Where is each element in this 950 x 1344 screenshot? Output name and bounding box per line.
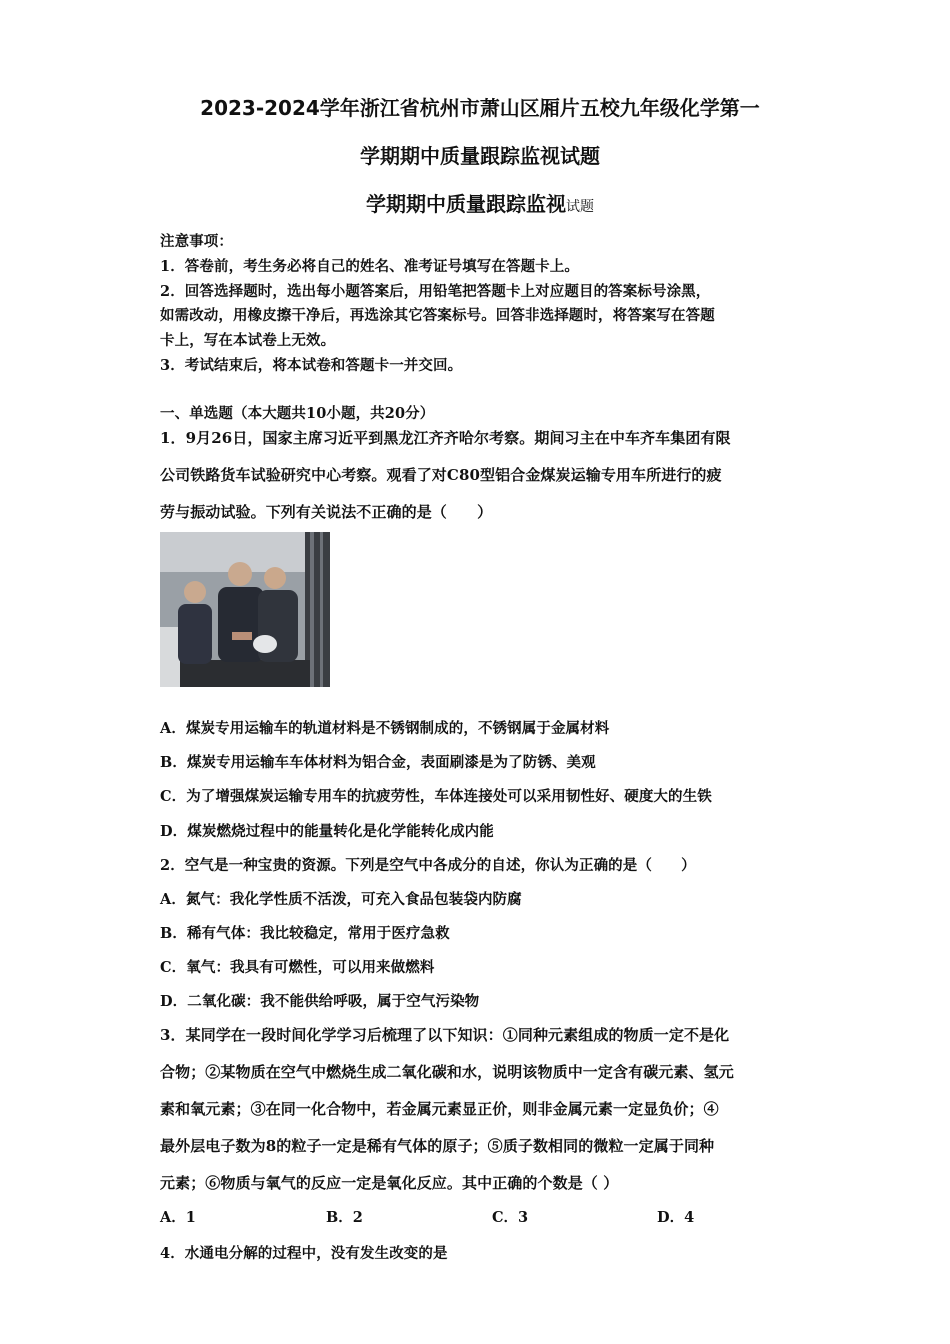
q3-stem-line: 素和氧元素；③在同一化合物中，若金属元素显正价，则非金属元素一定显负价；④ (160, 1100, 719, 1118)
q1-option-b: B．煤炭专用运输车车体材料为铝合金，表面刷漆是为了防锈、美观 (160, 754, 596, 771)
q3-option-b: B．2 (326, 1209, 363, 1226)
q2-option-b: B．稀有气体：我比较稳定，常用于医疗急救 (160, 925, 450, 942)
notice-heading: 注意事项： (160, 233, 233, 250)
notice-item: 2．回答选择题时，选出每小题答案后，用铅笔把答题卡上对应题目的答案标号涂黑， (160, 283, 711, 300)
q3-option-d: D．4 (657, 1209, 695, 1226)
notice-item: 卡上，写在本试卷上无效。 (160, 332, 336, 349)
title-line-3-small: 试题 (566, 199, 594, 215)
q3-stem-line: 最外层电子数为8的粒子一定是稀有气体的原子；⑤质子数相同的微粒一定属于同种 (160, 1137, 715, 1155)
q3-stem-line: 3．某同学在一段时间化学学习后梳理了以下知识：①同种元素组成的物质一定不是化 (160, 1026, 730, 1044)
q2-option-a: A．氮气：我化学性质不活泼，可充入食品包装袋内防腐 (160, 891, 522, 908)
q1-option-c: C．为了增强煤炭运输专用车的抗疲劳性，车体连接处可以采用韧性好、硬度大的生铁 (160, 788, 712, 805)
q3-option-a: A．1 (160, 1209, 196, 1226)
notice-item: 3．考试结束后，将本试卷和答题卡一并交回。 (160, 357, 463, 374)
photo-illustration (160, 532, 330, 687)
q3-stem-line: 元素；⑥物质与氧气的反应一定是氧化反应。其中正确的个数是（ ） (160, 1174, 619, 1192)
title-line-2: 学期期中质量跟踪监视试题 (360, 144, 600, 168)
q1-stem-line: 公司铁路货车试验研究中心考察。观看了对C80型铝合金煤炭运输专用车所进行的疲 (160, 466, 722, 484)
q4-stem: 4．水通电分解的过程中，没有发生改变的是 (160, 1245, 448, 1262)
section-heading: 一、单选题（本大题共10小题，共20分） (160, 405, 435, 422)
title-line-3 (160, 188, 800, 217)
q1-stem-line: 1．9月26日，国家主席习近平到黑龙江齐齐哈尔考察。期间习主在中车齐车集团有限 (160, 429, 731, 447)
q1-option-d: D．煤炭燃烧过程中的能量转化是化学能转化成内能 (160, 823, 494, 840)
q2-stem: 2．空气是一种宝贵的资源。下列是空气中各成分的自述，你认为正确的是（ ） (160, 857, 696, 874)
q1-stem-line: 劳与振动试验。下列有关说法不正确的是（ ） (160, 503, 493, 521)
notice-item: 如需改动，用橡皮擦干净后，再选涂其它答案标号。回答非选择题时，将答案写在答题 (160, 307, 715, 324)
q1-photo (160, 532, 330, 687)
notice-item: 1．答卷前，考生务必将自己的姓名、准考证号填写在答题卡上。 (160, 258, 579, 275)
q1-option-a: A．煤炭专用运输车的轨道材料是不锈钢制成的，不锈钢属于金属材料 (160, 720, 610, 737)
title-line-1: 2023-2024学年浙江省杭州市萧山区厢片五校九年级化学第一 (200, 96, 760, 120)
q3-option-c: C．3 (492, 1209, 529, 1226)
q2-option-d: D．二氧化碳：我不能供给呼吸，属于空气污染物 (160, 993, 480, 1010)
q3-stem-line: 合物；②某物质在空气中燃烧生成二氧化碳和水，说明该物质中一定含有碳元素、氢元 (160, 1063, 734, 1081)
title-line-3-main: 学期期中质量跟踪监视 (366, 192, 566, 216)
q2-option-c: C．氧气：我具有可燃性，可以用来做燃料 (160, 959, 435, 976)
